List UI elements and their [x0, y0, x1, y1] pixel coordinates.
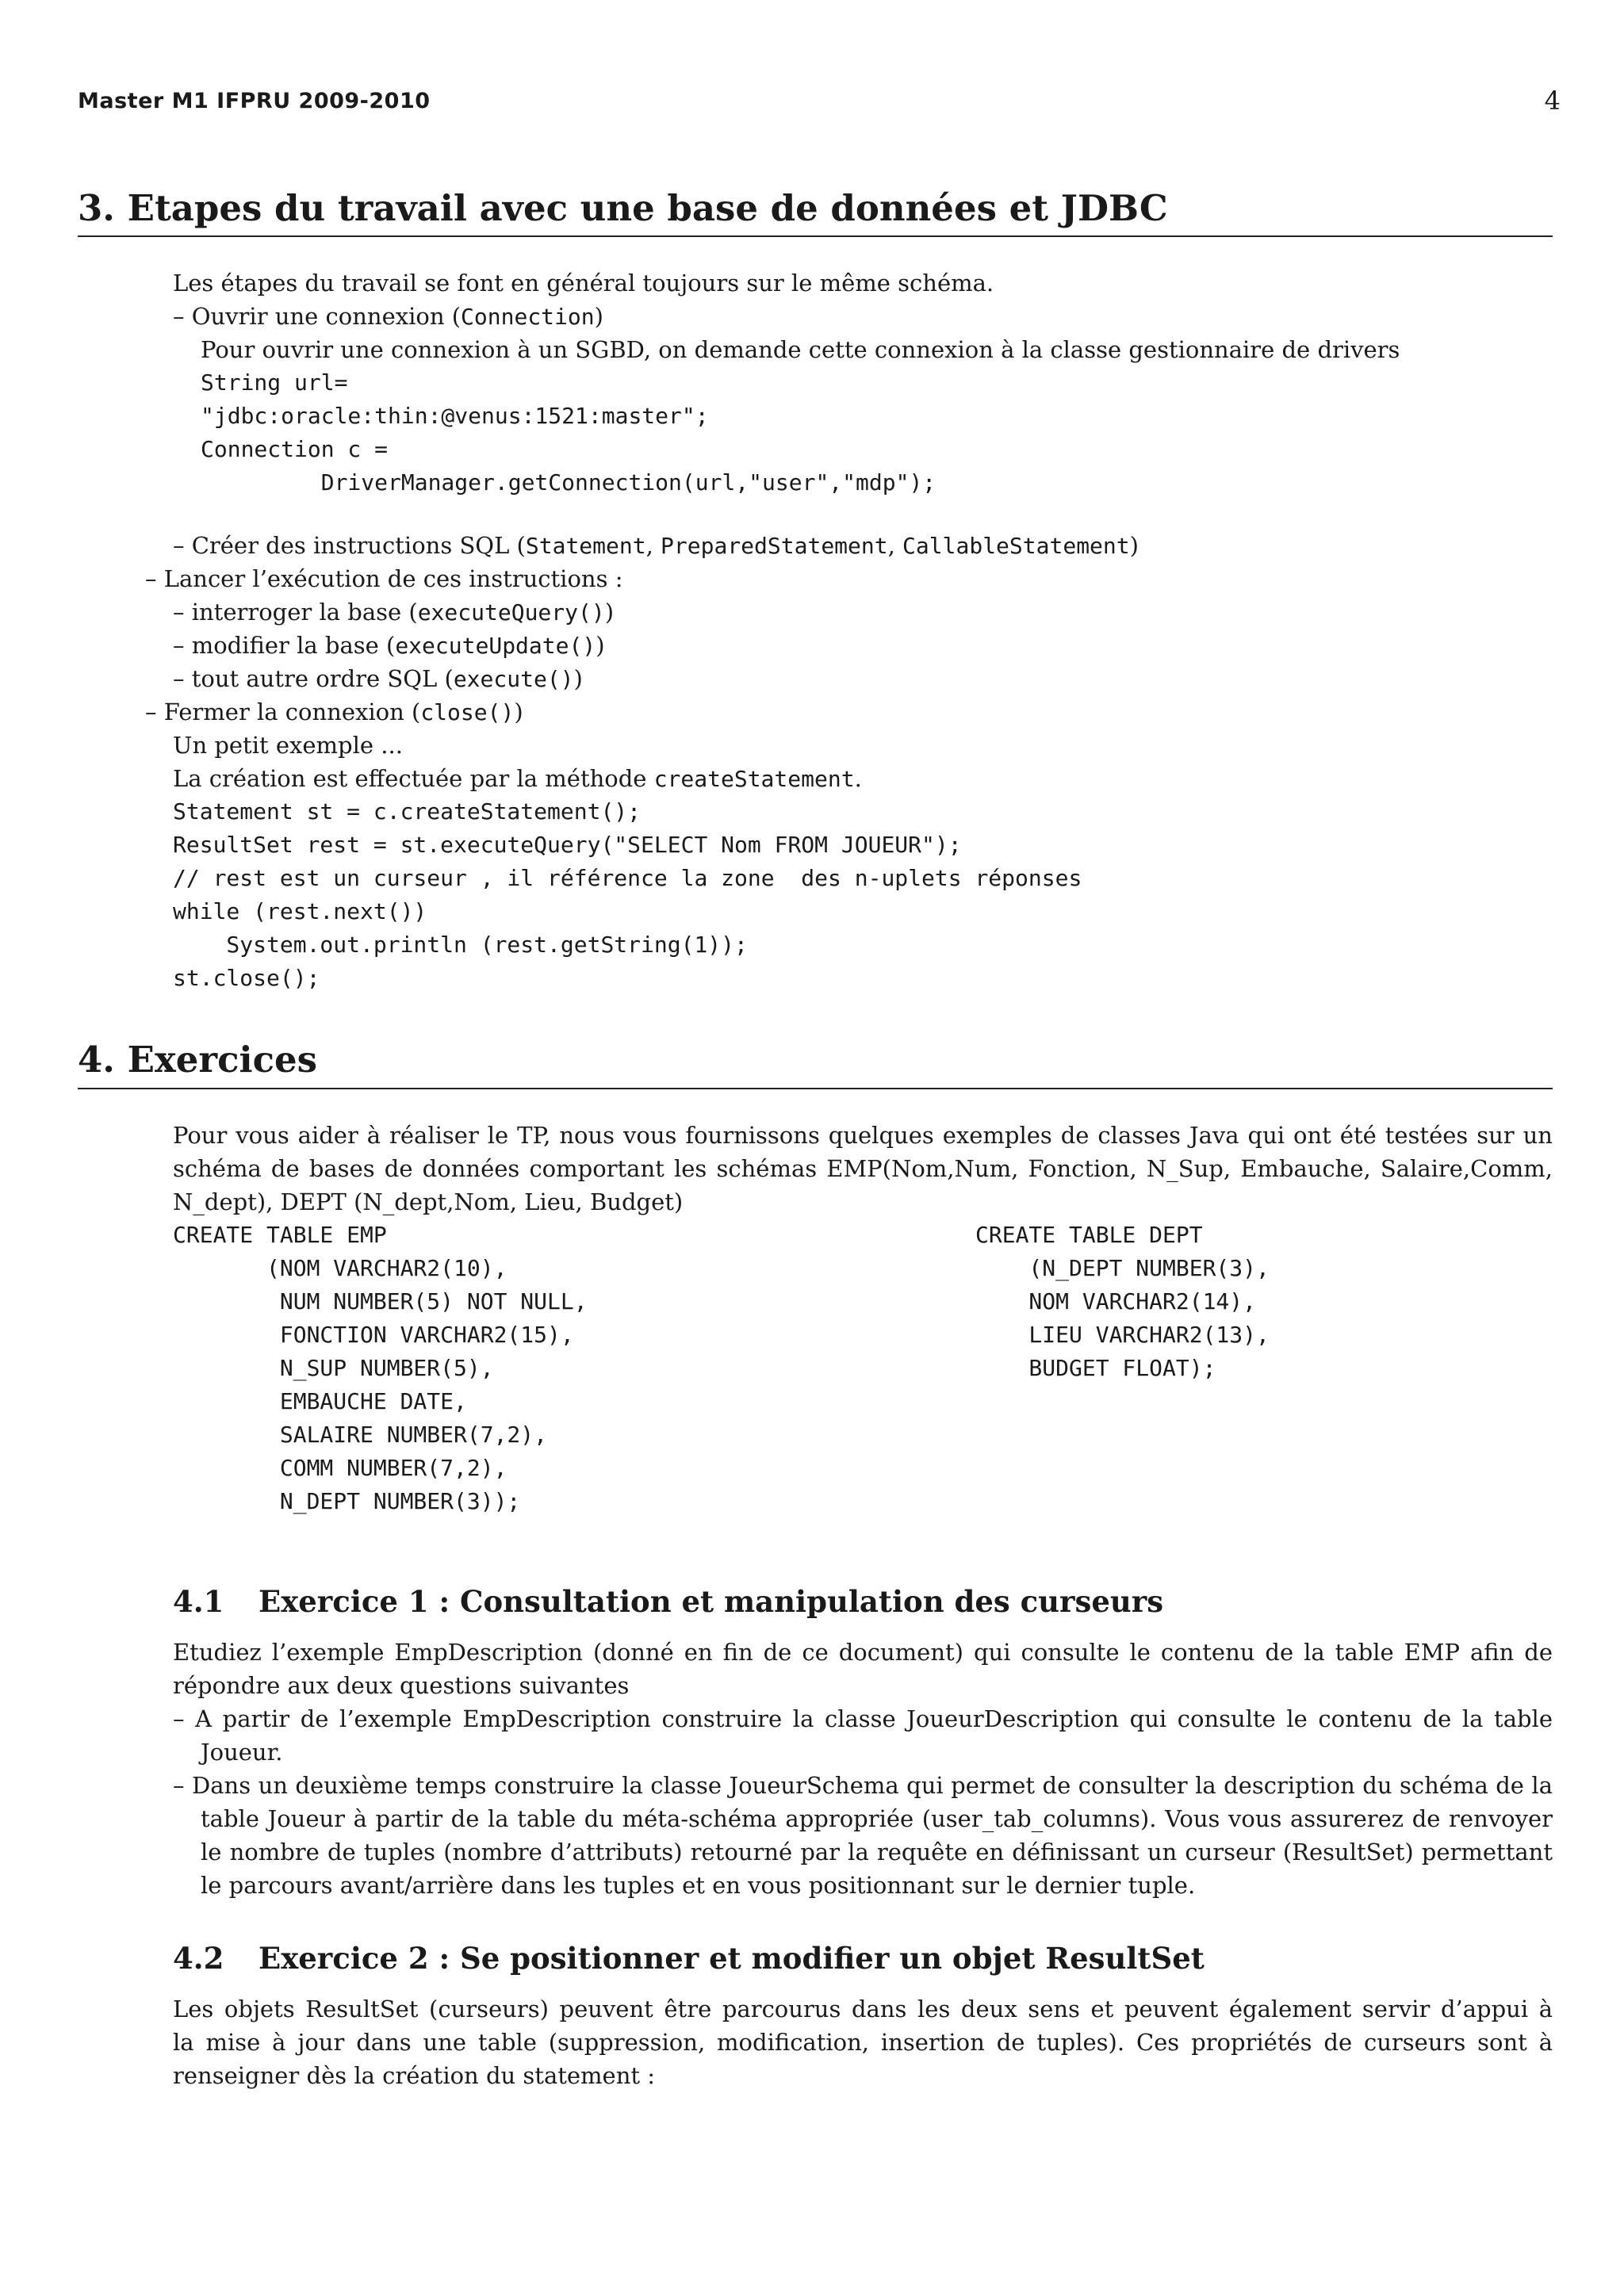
- list-item-launch-execution: – Lancer l’exécution de ces instructions :: [145, 565, 623, 592]
- section-3-rule: [78, 235, 1553, 237]
- code-line: String url=: [201, 369, 348, 396]
- subsection-4-2-paragraph: Les objets ResultSet (curseurs) peuvent être parcourus dans les deux sens et peuvent également servir d’appui à: [173, 1996, 1553, 2022]
- code-line: NOM VARCHAR2(14),: [975, 1288, 1257, 1314]
- code-line: N_SUP NUMBER(5),: [173, 1355, 494, 1381]
- subsection-4-1-title: Exercice 1 : Consultation et manipulation des curseurs: [259, 1584, 1164, 1619]
- code-line: SALAIRE NUMBER(7,2),: [173, 1422, 548, 1448]
- subsection-4-2-title: Exercice 2 : Se positionner et modifier un objet ResultSet: [259, 1941, 1205, 1976]
- code-line: // rest est un curseur , il référence la zone des n-uplets réponses: [173, 865, 1082, 891]
- list-item-query: – interroger la base (executeQuery()): [173, 599, 615, 626]
- code-line: ResultSet rest = st.executeQuery("SELECT Nom FROM JOUEUR");: [173, 832, 962, 858]
- exercise-1-item-2: le nombre de tuples (nombre d’attributs) retourné par la requête en définissant un curseur (ResultSet) permettant: [201, 1839, 1553, 1866]
- subsection-4-1-intro: répondre aux deux questions suivantes: [173, 1672, 630, 1699]
- section-4-intro-line: N_dept), DEPT (N_dept,Nom, Lieu, Budget): [173, 1188, 684, 1215]
- exercise-1-item-2: le parcours avant/arrière dans les tuples et en vous positionnant sur le dernier tuple.: [201, 1872, 1196, 1899]
- code-line: System.out.println (rest.getString(1));: [173, 932, 748, 958]
- section-3-title: 3. Etapes du travail avec une base de données et JDBC: [78, 187, 1168, 229]
- small-example-label: Un petit exemple ...: [173, 732, 403, 759]
- list-item-create-statements: – Créer des instructions SQL (Statement, PreparedStatement, CallableStatement): [173, 532, 1139, 559]
- page-number: 4: [1544, 86, 1561, 116]
- list-item-other-sql: – tout autre ordre SQL (execute()): [173, 665, 583, 692]
- code-line: CREATE TABLE DEPT: [975, 1222, 1203, 1248]
- creation-sentence: La création est effectuée par la méthode createStatement.: [173, 765, 862, 792]
- subsection-4-1-intro: Etudiez l’exemple EmpDescription (donné en fin de ce document) qui consulte le contenu de la table EMP afin de: [173, 1639, 1553, 1666]
- code-line: DriverManager.getConnection(url,"user","mdp");: [201, 469, 936, 496]
- section-4-intro-line: Pour vous aider à réaliser le TP, nous vous fournissons quelques exemples de classes Java qui ont été testées sur un: [173, 1122, 1553, 1149]
- subsection-4-2-paragraph: renseigner dès la création du statement :: [173, 2062, 656, 2089]
- code-line: BUDGET FLOAT);: [975, 1355, 1216, 1381]
- list-item-update: – modifier la base (executeUpdate()): [173, 632, 605, 659]
- open-connection-explanation: Pour ouvrir une connexion à un SGBD, on demande cette connexion à la classe gestionnaire de drivers: [201, 336, 1400, 363]
- code-line: LIEU VARCHAR2(13),: [975, 1322, 1270, 1348]
- code-line: st.close();: [173, 965, 320, 991]
- section-3-intro: Les étapes du travail se font en général toujours sur le même schéma.: [173, 270, 994, 297]
- subsection-4-1-number: 4.1: [173, 1584, 224, 1619]
- exercise-1-item-1: Joueur.: [201, 1739, 283, 1766]
- running-header: Master M1 IFPRU 2009-2010: [78, 89, 431, 113]
- code-line: (N_DEPT NUMBER(3),: [975, 1255, 1270, 1281]
- section-4-rule: [78, 1088, 1553, 1089]
- code-line: COMM NUMBER(7,2),: [173, 1455, 508, 1481]
- exercise-1-item-2: – Dans un deuxième temps construire la classe JoueurSchema qui permet de consulter la description du schéma de la: [173, 1772, 1553, 1799]
- list-item-close-connection: – Fermer la connexion (close()): [145, 698, 523, 725]
- code-line: "jdbc:oracle:thin:@venus:1521:master";: [201, 403, 709, 429]
- code-line: CREATE TABLE EMP: [173, 1222, 387, 1248]
- code-line: Statement st = c.createStatement();: [173, 798, 642, 825]
- list-item-open-connection: – Ouvrir une connexion (Connection): [173, 303, 603, 330]
- subsection-4-2-number: 4.2: [173, 1941, 224, 1976]
- exercise-1-item-1: – A partir de l’exemple EmpDescription construire la classe JoueurDescription qui consulte le contenu de la table: [173, 1705, 1553, 1732]
- section-4-title: 4. Exercices: [78, 1039, 317, 1081]
- code-line: while (rest.next()): [173, 898, 427, 924]
- code-line: FONCTION VARCHAR2(15),: [173, 1322, 574, 1348]
- code-line: Connection c =: [201, 436, 389, 462]
- subsection-4-2-paragraph: la mise à jour dans une table (suppression, modification, insertion de tuples). Ces propriétés de curseurs sont à: [173, 2029, 1553, 2056]
- code-line: EMBAUCHE DATE,: [173, 1388, 467, 1414]
- section-4-intro-line: schéma de bases de données comportant les schémas EMP(Nom,Num, Fonction, N_Sup, Embauche, Salaire,Comm,: [173, 1155, 1553, 1182]
- exercise-1-item-2: table Joueur à partir de la table du méta-schéma appropriée (user_tab_columns). Vous vous assurerez de renvoyer: [201, 1805, 1553, 1832]
- code-line: (NOM VARCHAR2(10),: [173, 1255, 508, 1281]
- code-line: N_DEPT NUMBER(3));: [173, 1488, 521, 1514]
- code-line: NUM NUMBER(5) NOT NULL,: [173, 1288, 588, 1314]
